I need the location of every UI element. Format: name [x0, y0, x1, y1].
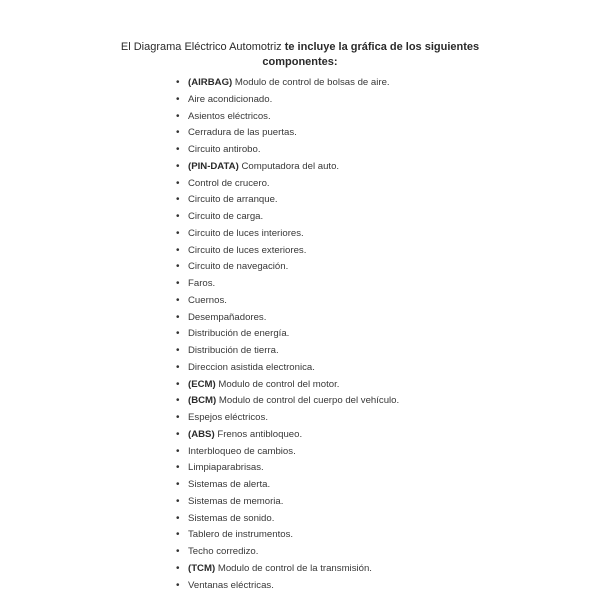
component-text: Direccion asistida electronica.: [188, 361, 315, 373]
list-item: [176, 477, 399, 494]
list-item: [176, 410, 399, 427]
bullet-icon: •: [176, 177, 180, 189]
list-item: [176, 326, 399, 343]
bullet-icon: •: [176, 546, 180, 557]
bullet-icon: •: [176, 479, 180, 490]
bullet-icon: •: [176, 428, 180, 440]
bullet-icon: •: [176, 345, 180, 356]
list-item: [176, 276, 399, 293]
component-text: Interbloqueo de cambios.: [188, 445, 296, 457]
document: [0, 40, 600, 591]
bullet-icon: •: [176, 160, 180, 172]
list-item: [176, 343, 399, 360]
component-text: Sistemas de alerta.: [188, 479, 271, 490]
list-item: [176, 561, 399, 578]
list-item: [176, 125, 399, 142]
component-text: Techo corredizo.: [188, 546, 259, 557]
bullet-icon: •: [176, 445, 180, 457]
bullet-icon: •: [176, 211, 180, 222]
list-item: [176, 393, 399, 410]
list-item: [176, 527, 399, 544]
bullet-icon: •: [176, 194, 180, 206]
component-text: Tablero de instrumentos.: [188, 529, 294, 541]
component-text: Circuito de arranque.: [188, 194, 278, 206]
list-item: [176, 259, 399, 276]
component-text: Frenos antibloqueo.: [217, 428, 303, 440]
bullet-icon: •: [176, 378, 180, 390]
list-item: [176, 109, 399, 126]
bullet-icon: •: [176, 77, 180, 88]
bullet-icon: •: [176, 261, 180, 273]
component-text: Asientos eléctricos.: [188, 110, 271, 122]
component-text: Modulo de control de la transmisión.: [217, 562, 372, 574]
component-text: Cerradura de las puertas.: [188, 127, 297, 139]
component-code: (TCM): [188, 562, 216, 574]
bullet-icon: •: [176, 244, 180, 256]
heading-normal-text: El Diagrama Eléctrico Automotriz: [120, 41, 282, 53]
component-code: (ABS): [188, 428, 215, 440]
bullet-icon: •: [176, 93, 180, 105]
component-text: Computadora del auto.: [241, 160, 340, 172]
component-code: (PIN-DATA): [188, 160, 239, 172]
list-item: [176, 142, 399, 159]
component-text: Modulo de control del motor.: [218, 378, 340, 390]
list-item: [176, 209, 399, 226]
component-text: Distribución de tierra.: [188, 345, 279, 356]
component-text: Ventanas eléctricas.: [188, 579, 274, 591]
component-text: Limpiaparabrisas.: [188, 462, 264, 474]
component-text: Sistemas de memoria.: [188, 495, 284, 507]
list-item: [176, 578, 399, 595]
bullet-icon: •: [176, 579, 180, 591]
component-code: (BCM): [188, 395, 217, 407]
component-text: Modulo de control del cuerpo del vehículo.: [218, 395, 400, 407]
bullet-icon: •: [176, 562, 180, 574]
heading-bold-text: te incluye la gráfica de los siguientes componentes:: [262, 41, 480, 68]
list-item: [176, 176, 399, 193]
bullet-icon: •: [176, 328, 180, 340]
intro-heading: [0, 40, 600, 70]
list-item: [176, 75, 399, 92]
list-item: [176, 460, 399, 477]
component-text: Desempañadores.: [188, 311, 267, 323]
component-text: Circuito de navegación.: [188, 261, 289, 273]
bullet-icon: •: [176, 529, 180, 541]
component-text: Cuernos.: [188, 294, 227, 306]
bullet-icon: •: [176, 462, 180, 474]
list-item: [176, 377, 399, 394]
list-item: [176, 92, 399, 109]
component-code: (ECM): [188, 378, 216, 390]
list-item: [176, 544, 399, 561]
bullet-icon: •: [176, 412, 180, 423]
component-text: Distribución de energía.: [188, 328, 290, 340]
list-item: [176, 494, 399, 511]
list-item: [176, 192, 399, 209]
list-item: [176, 293, 399, 310]
list-item: [176, 427, 399, 444]
bullet-icon: •: [176, 227, 180, 239]
component-text: Circuito de luces exteriores.: [188, 244, 307, 256]
bullet-icon: •: [176, 395, 180, 407]
bullet-icon: •: [176, 278, 180, 289]
bullet-icon: •: [176, 294, 180, 306]
list-item: [176, 159, 399, 176]
bullet-icon: •: [176, 144, 180, 155]
component-list: [176, 75, 399, 594]
component-text: Circuito antirobo.: [188, 144, 261, 155]
list-item: [176, 310, 399, 327]
bullet-icon: •: [176, 512, 180, 524]
component-text: Aire acondicionado.: [188, 93, 273, 105]
bullet-icon: •: [176, 311, 180, 323]
list-item: [176, 511, 399, 528]
component-text: Sistemas de sonido.: [188, 512, 275, 524]
component-text: Control de crucero.: [188, 177, 270, 189]
component-text: Modulo de control de bolsas de aire.: [234, 77, 390, 88]
component-text: Circuito de luces interiores.: [188, 227, 304, 239]
bullet-icon: •: [176, 110, 180, 122]
component-text: Faros.: [188, 278, 216, 289]
list-item: [176, 360, 399, 377]
component-text: Circuito de carga.: [188, 211, 264, 222]
bullet-icon: •: [176, 495, 180, 507]
list-item: [176, 243, 399, 260]
list-item: [176, 444, 399, 461]
component-code: (AIRBAG): [188, 77, 233, 88]
component-text: Espejos eléctricos.: [188, 412, 268, 423]
list-item: [176, 226, 399, 243]
bullet-icon: •: [176, 361, 180, 373]
bullet-icon: •: [176, 127, 180, 139]
